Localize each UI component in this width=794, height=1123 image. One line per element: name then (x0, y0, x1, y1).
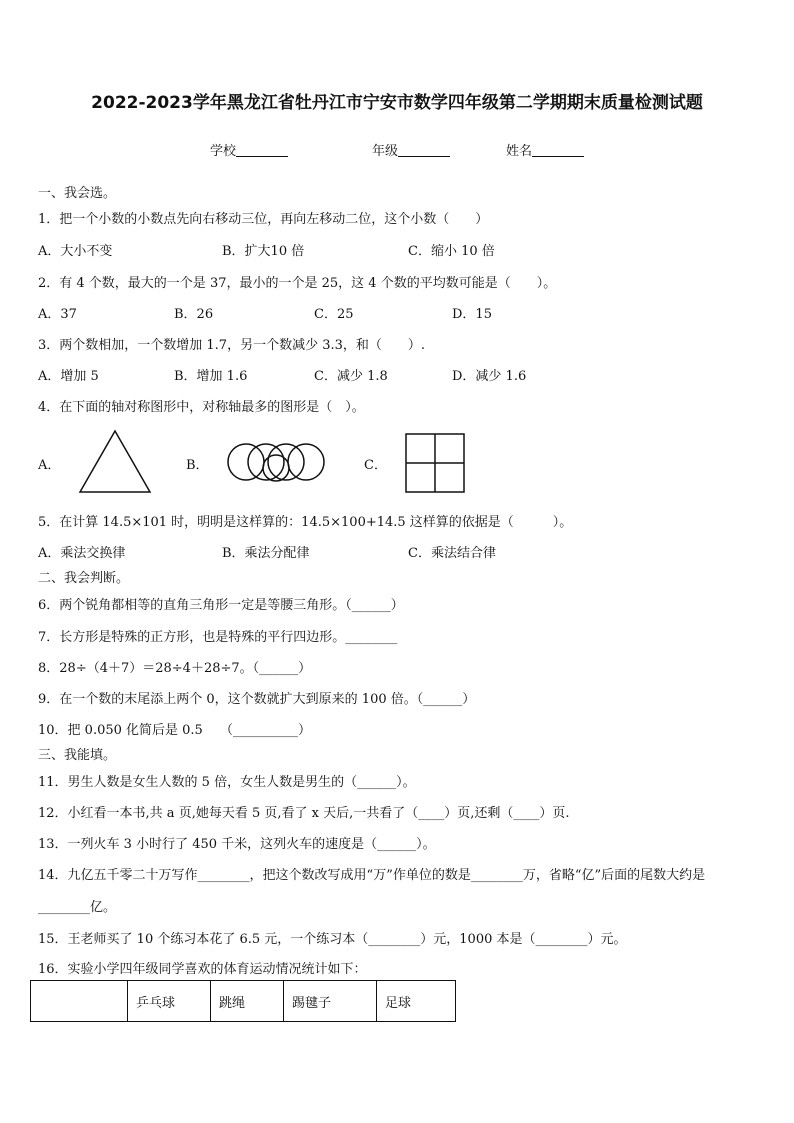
grade-field: 年级 (372, 140, 450, 159)
question-9: 9．在一个数的末尾添上两个 0，这个数就扩大到原来的 100 倍。（______） (38, 692, 476, 707)
q4-option-a: A． (38, 458, 61, 473)
question-4: 4．在下面的轴对称图形中，对称轴最多的图形是（ ）。 (38, 400, 365, 415)
q1-option-c: C．缩小 10 倍 (408, 244, 495, 259)
question-2: 2．有 4 个数，最大的一个是 37，最小的一个是 25，这 4 个数的平均数可能是（ ）。 (38, 276, 557, 291)
table-cell: 踢毽子 (284, 981, 377, 1022)
question-14-cont: ________亿。 (38, 900, 117, 915)
page-title: 2022-2023学年黑龙江省牡丹江市宁安市数学四年级第二学期期末质量检测试题 (91, 93, 703, 113)
question-15: 15．王老师买了 10 个练习本花了 6.5 元，一个练习本（________）元，1000 本是（________）元。 (38, 932, 627, 947)
table-cell (31, 981, 128, 1022)
school-field: 学校 (210, 140, 288, 159)
q5-option-b: B．乘法分配律 (222, 546, 310, 561)
question-10: 10．把 0.050 化简后是 0.5 （__________） (38, 723, 311, 738)
question-14: 14．九亿五千零二十万写作________，把这个数改写成用“万”作单位的数是________万，省略“亿”后面的尾数大约是 (38, 868, 706, 883)
section-heading: 三、我能填。 (38, 748, 117, 763)
question-11: 11．男生人数是女生人数的 5 倍，女生人数是男生的（______）。 (38, 775, 416, 790)
q2-option-c: C．25 (314, 307, 354, 322)
q2-option-b: B．26 (174, 307, 214, 322)
question-13: 13．一列火车 3 小时行了 450 千米，这列火车的速度是（______）。 (38, 837, 436, 852)
q5-option-a: A．乘法交换律 (38, 546, 126, 561)
question-1: 1．把一个小数的小数点先向右移动三位，再向左移动二位，这个小数（ ） (38, 212, 489, 227)
q1-option-a: A．大小不变 (38, 244, 113, 259)
section-heading: 一、我会选。 (38, 186, 117, 201)
square-grid-figure (404, 432, 466, 494)
q3-option-c: C．减少 1.8 (314, 369, 388, 384)
q3-option-b: B．增加 1.6 (174, 369, 248, 384)
sports-stats-table (30, 980, 456, 1022)
triangle-figure (76, 428, 154, 496)
table-row (31, 981, 456, 1022)
name-field: 姓名 (506, 140, 584, 159)
question-6: 6．两个锐角都相等的直角三角形一定是等腰三角形。（______） (38, 598, 404, 613)
q2-option-a: A．37 (38, 307, 77, 322)
five-rings-figure (224, 438, 332, 488)
q3-option-d: D．减少 1.6 (452, 369, 527, 384)
q3-option-a: A．增加 5 (38, 369, 99, 384)
q1-option-b: B．扩大10 倍 (222, 244, 305, 259)
question-5: 5．在计算 14.5×101 时，明明是这样算的：14.5×100+14.5 这样算的依据是（ ）。 (38, 515, 573, 530)
table-cell: 乒乓球 (128, 981, 211, 1022)
table-cell: 足球 (377, 981, 456, 1022)
q5-option-c: C．乘法结合律 (408, 546, 496, 561)
question-7: 7．长方形是特殊的正方形，也是特殊的平行四边形。________ (38, 630, 398, 645)
section-heading: 二、我会判断。 (38, 571, 130, 586)
question-8: 8．28÷（4＋7）＝28÷4＋28÷7。（______） (38, 661, 312, 676)
table-cell: 跳绳 (211, 981, 284, 1022)
q4-option-b: B． (186, 458, 209, 473)
question-16: 16．实验小学四年级同学喜欢的体育运动情况统计如下： (38, 962, 367, 977)
q4-option-c: C． (364, 458, 387, 473)
q2-option-d: D．15 (452, 307, 492, 322)
question-12: 12．小红看一本书,共 a 页,她每天看 5 页,看了 x 天后,一共看了（____）页,还剩（____）页. (38, 806, 570, 821)
question-3: 3．两个数相加，一个数增加 1.7，另一个数减少 3.3，和（ ）. (38, 338, 426, 353)
